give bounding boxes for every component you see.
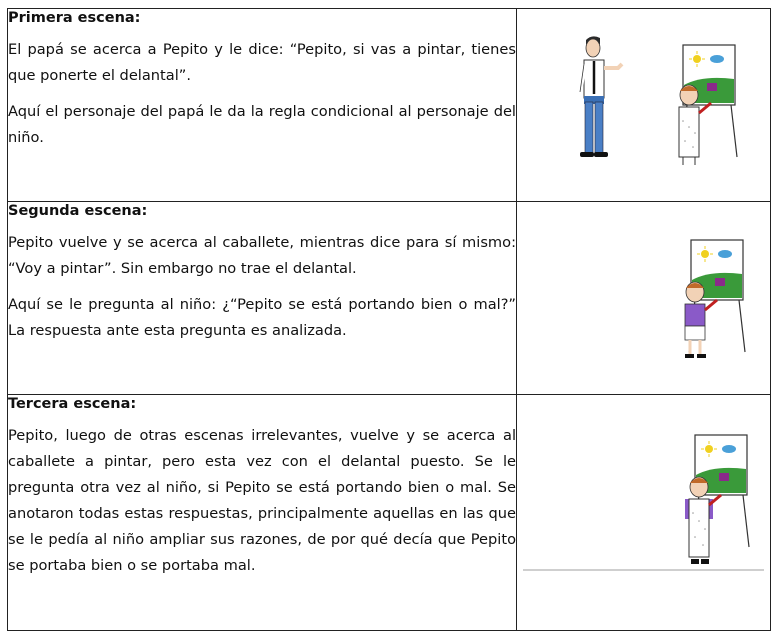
scene-paragraph: Pepito vuelve y se acerca al caballete, mientras dice para sí mismo: “Voy a pintar”. Sin embargo no trae el delantal. — [8, 234, 516, 277]
scene-illustration-cell — [517, 395, 771, 631]
scene-heading: Tercera escena: — [8, 396, 137, 412]
scene-paragraph: Pepito, luego de otras escenas irrelevantes, vuelve y se acerca al caballete a pintar, pero esta vez con el delantal puesto. Se le pregunta otra vez al niño, si Pepito se está portando bien o mal. Se anotaron todas estas respuestas, principalmente aquellas en las que se le pedía al niño ampliar sus razones, de por qué decía que Pepito se portaba bien o se portaba mal. — [8, 427, 516, 574]
scene-text-cell — [8, 9, 517, 202]
scene-illustration-cell — [517, 202, 771, 395]
child-without-apron-illustration — [675, 278, 721, 360]
scene-heading: Segunda escena: — [8, 203, 148, 219]
scene-paragraph: El papá se acerca a Pepito y le dice: “Pepito, si vas a pintar, tienes que ponerte el delantal”. — [8, 41, 516, 84]
father-figure-illustration — [572, 34, 632, 159]
scene-text-cell — [8, 395, 517, 631]
scene-row — [8, 202, 771, 395]
scene-heading: Primera escena: — [8, 10, 141, 26]
scene-row — [8, 9, 771, 202]
scene-row — [8, 395, 771, 631]
child-with-apron-illustration — [669, 81, 715, 166]
child-with-apron-illustration — [679, 473, 725, 567]
scene-illustration-cell — [517, 9, 771, 202]
scene-paragraph: Aquí el personaje del papá le da la regla condicional al personaje del niño. — [8, 103, 516, 146]
scenes-table — [7, 8, 771, 631]
scene-text-cell — [8, 202, 517, 395]
floor-line — [523, 569, 764, 571]
scene-paragraph: Aquí se le pregunta al niño: ¿“Pepito se está portando bien o mal?” La respuesta ante esta pregunta es analizada. — [8, 296, 516, 339]
